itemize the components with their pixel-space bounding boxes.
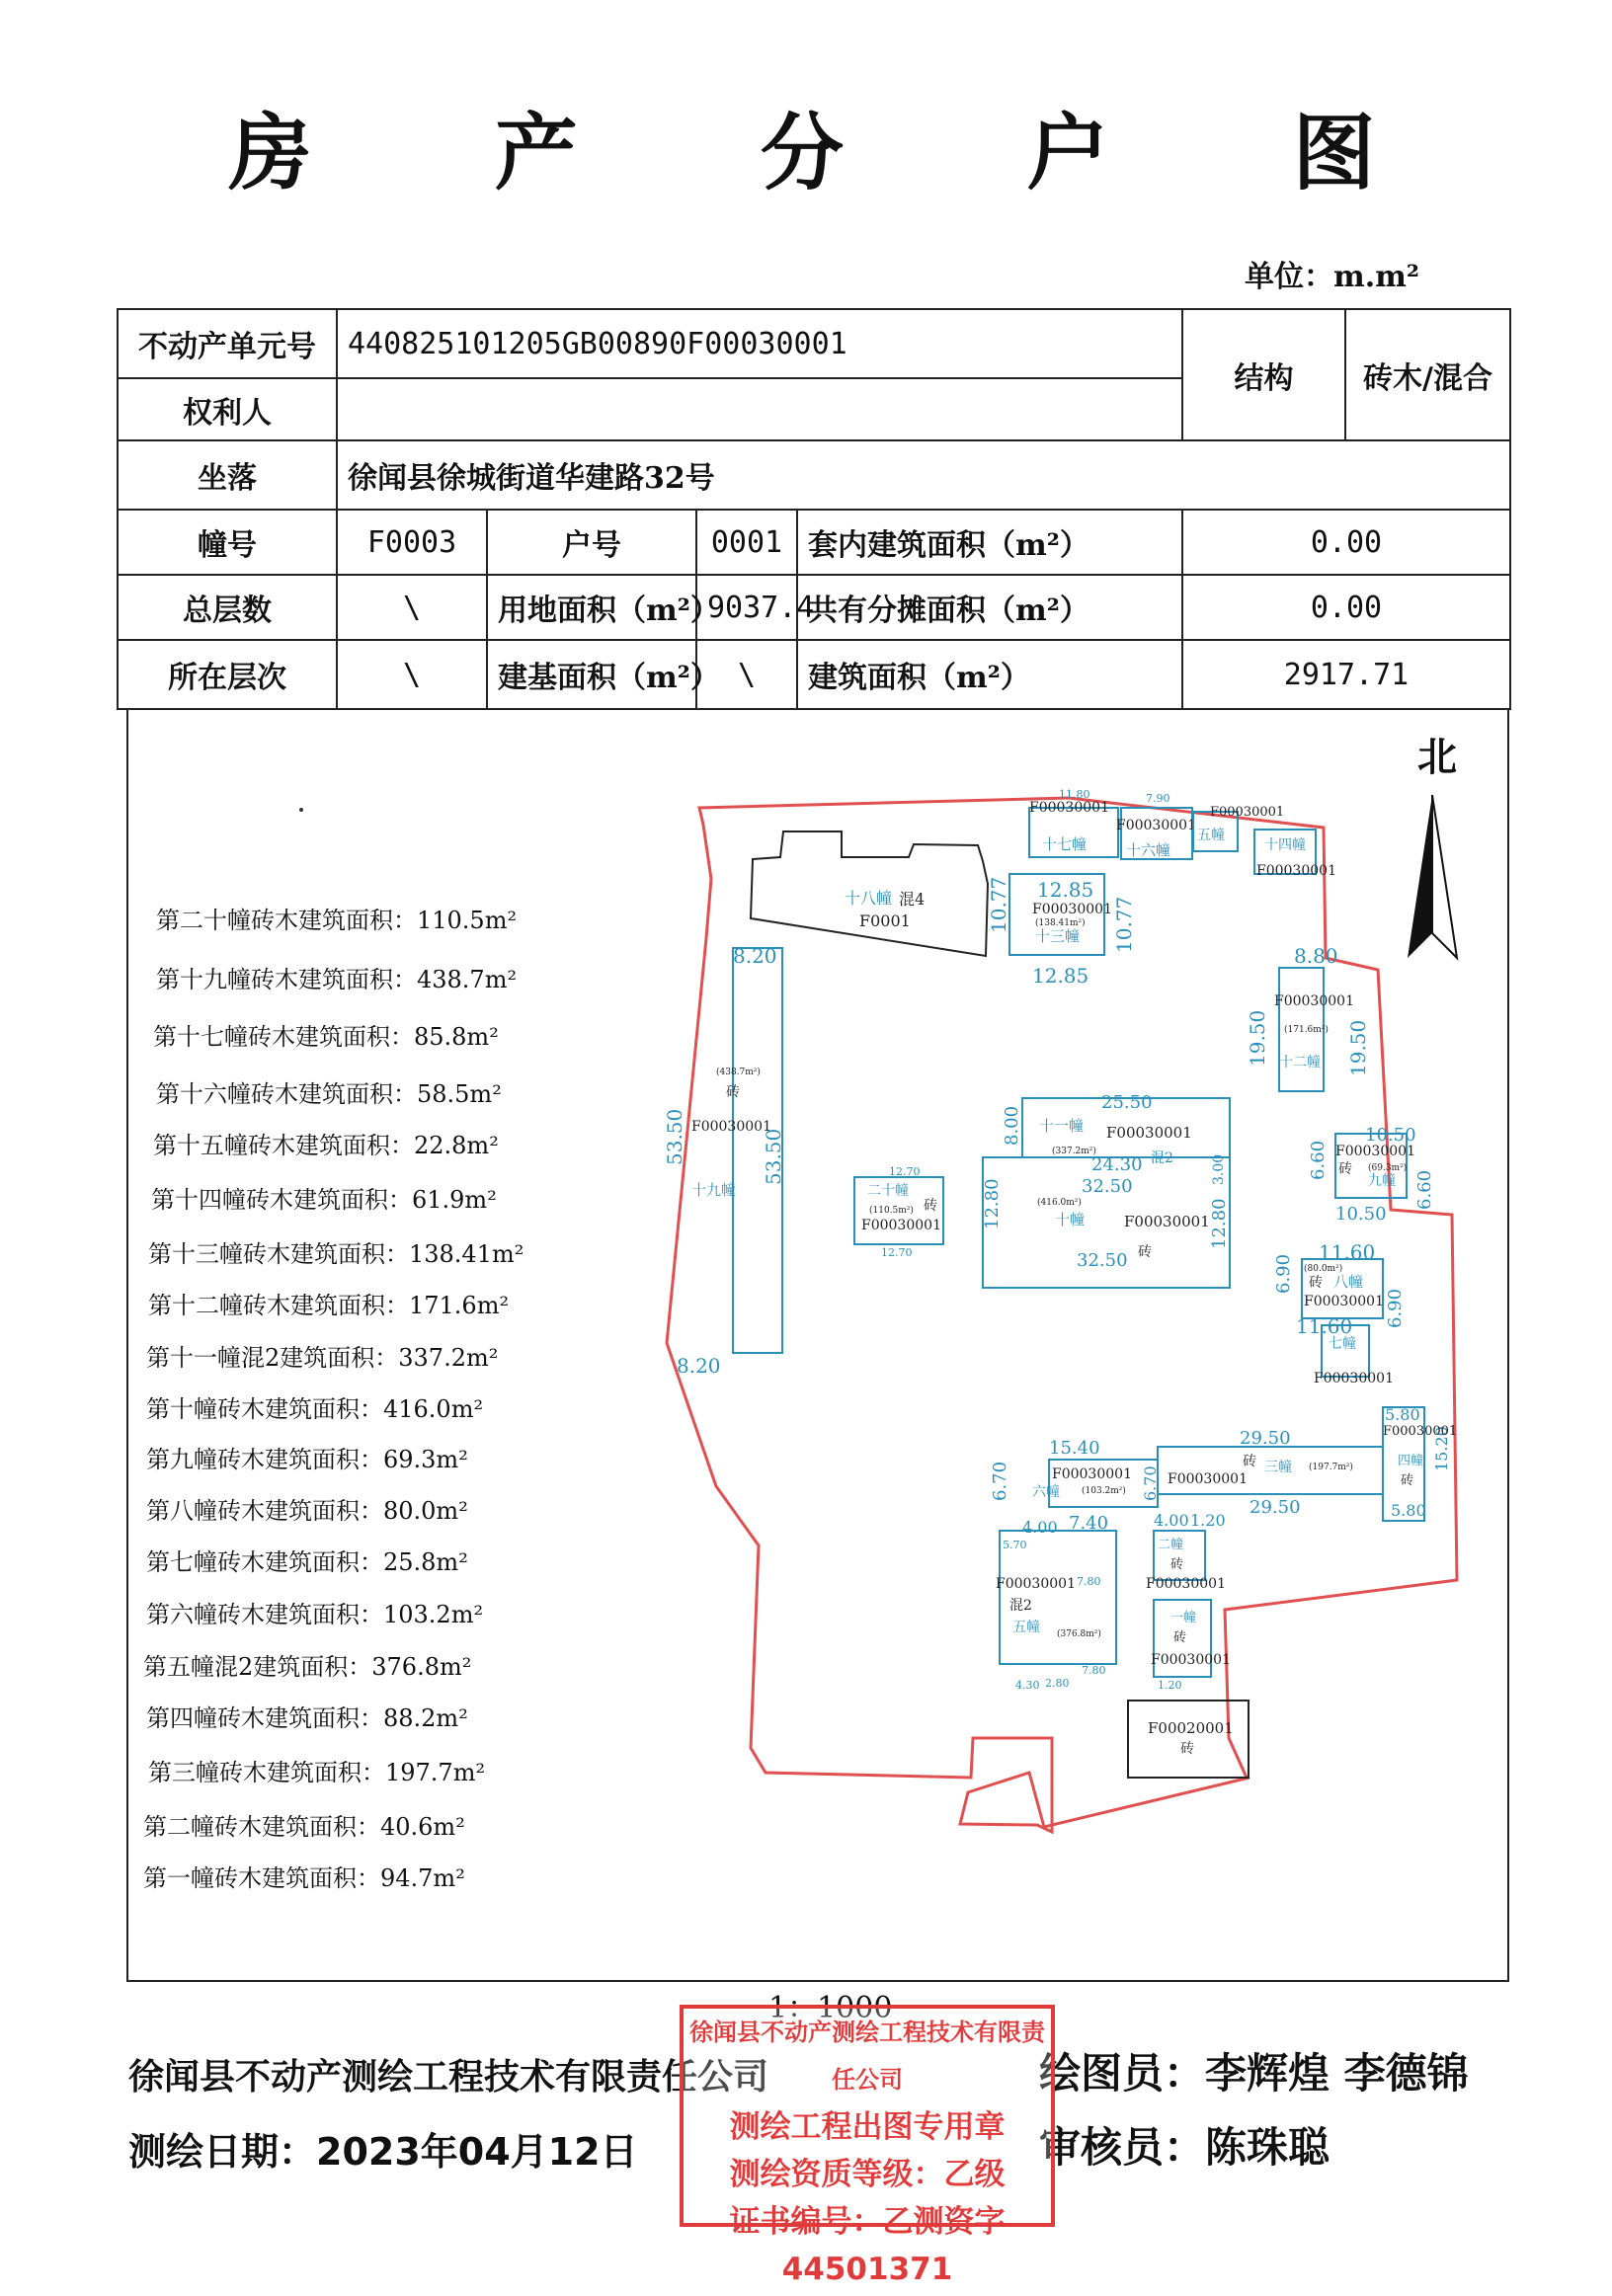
building-13-area: (138.41m²) — [1035, 918, 1086, 928]
building-area-line: 第十四幢砖木建筑面积：61.9m² — [151, 1186, 497, 1214]
building-12-label: 十二幢 — [1279, 1055, 1321, 1070]
building-area-line: 第十六幢砖木建筑面积：58.5m² — [156, 1080, 502, 1108]
building-6-label: 六幢 — [1032, 1484, 1060, 1500]
building-6-dim-bl: 4.00 — [1022, 1518, 1058, 1537]
building-2-dim-top2: 1.20 — [1190, 1511, 1226, 1530]
building-area-line: 第十九幢砖木建筑面积：438.7m² — [156, 966, 518, 993]
building-area-line: 第十三幢砖木建筑面积：138.41m² — [148, 1240, 524, 1268]
stamp-line-3: 测绘资质等级：乙级 — [729, 2157, 1006, 2192]
building-10-code: F00030001 — [1124, 1213, 1210, 1230]
page-title: 房 产 分 户 图 — [228, 104, 1453, 201]
reviewer-name: 审核员：陈珠聪 — [1039, 2123, 1330, 2172]
building-4-struct: 砖 — [1401, 1473, 1414, 1488]
building-area-label: 建筑面积（m²） — [797, 640, 1182, 709]
building-f0002-struct: 砖 — [1180, 1741, 1194, 1757]
building-11-dim-left: 8.00 — [1002, 1105, 1022, 1146]
survey-company: 徐闻县不动产测绘工程技术有限责任公司 — [128, 2057, 769, 2098]
floor-value: \ — [337, 640, 487, 709]
building-3-dim-left: 6.70 — [1141, 1465, 1160, 1501]
building-16-dim-top: 7.90 — [1146, 792, 1170, 805]
building-16-label: 十六幢 — [1126, 841, 1171, 859]
building-11-dim-top: 25.50 — [1101, 1092, 1153, 1113]
official-stamp — [680, 2005, 1055, 2287]
survey-date: 测绘日期：2023年04月12日 — [128, 2130, 638, 2174]
building-8-dim-left: 6.90 — [1273, 1253, 1294, 1294]
stamp-line-2: 测绘工程出图专用章 — [729, 2109, 1006, 2145]
building-13-label: 十三幢 — [1035, 927, 1081, 945]
land-area-label: 用地面积（m²） — [487, 575, 696, 640]
building-12-dim-right: 19.50 — [1346, 1019, 1370, 1076]
building-10-dim-left: 12.80 — [982, 1178, 1003, 1229]
building-11-struct: 混2 — [1151, 1150, 1173, 1166]
building-f0002-code: F00020001 — [1148, 1719, 1234, 1737]
building-18-label: 十八幢 — [845, 889, 893, 908]
building-area-line: 第十七幢砖木建筑面积：85.8m² — [153, 1023, 499, 1051]
building-18-code: F0001 — [859, 911, 911, 930]
unit-no-label: 不动产单元号 — [118, 309, 337, 378]
building-9-dim-left: 6.60 — [1308, 1140, 1329, 1180]
inner-area-label: 套内建筑面积（m²） — [797, 510, 1182, 575]
building-area-line: 第二幢砖木建筑面积：40.6m² — [143, 1813, 465, 1841]
building-19-label: 十九幢 — [691, 1181, 737, 1199]
building-5-code: F00030001 — [996, 1576, 1076, 1592]
floor-label: 所在层次 — [118, 640, 337, 709]
building-12-dim-top: 8.80 — [1294, 944, 1338, 968]
building-5-area: (376.8m²) — [1057, 1629, 1101, 1639]
building-area-value: 2917.71 — [1182, 640, 1510, 709]
building-13-dim-left: 10.77 — [987, 876, 1010, 933]
household-value: 0001 — [696, 510, 797, 575]
building-13-code: F00030001 — [1032, 902, 1112, 917]
building-area-line: 第一幢砖木建筑面积：94.7m² — [143, 1864, 465, 1892]
building-10-struct: 砖 — [1138, 1244, 1152, 1260]
north-label: 北 — [1417, 734, 1457, 780]
building-value: F0003 — [337, 510, 487, 575]
building-9-code: F00030001 — [1335, 1144, 1415, 1159]
building-19-struct: 砖 — [726, 1084, 740, 1100]
building-1-code: F00030001 — [1151, 1652, 1231, 1668]
building-8-struct: 砖 — [1309, 1275, 1323, 1291]
building-5-label: 五幢 — [1012, 1620, 1040, 1635]
building-2-struct: 砖 — [1170, 1557, 1184, 1572]
building-5-dim-b1: 4.30 — [1015, 1679, 1040, 1692]
building-9-area: (69.3m²) — [1368, 1163, 1408, 1173]
building-10-area: (416.0m²) — [1037, 1198, 1082, 1208]
building-10-dim-top: 32.50 — [1082, 1176, 1133, 1197]
building-9-label: 九幢 — [1368, 1173, 1396, 1189]
building-5-dim-b2: 2.80 — [1045, 1677, 1070, 1690]
building-11-dim-bottom: 24.30 — [1091, 1154, 1143, 1175]
base-area-value: \ — [696, 640, 797, 709]
building-20-label: 二十幢 — [867, 1183, 909, 1199]
shared-area-label: 共有分摊面积（m²） — [797, 575, 1182, 640]
building-15-label: 五幢 — [1197, 828, 1225, 843]
structure-label: 结构 — [1182, 309, 1345, 440]
north-arrow-icon — [1408, 795, 1432, 958]
structure-value: 砖木/混合 — [1345, 309, 1510, 440]
building-9-struct: 砖 — [1338, 1161, 1352, 1177]
building-20-struct: 砖 — [924, 1198, 937, 1214]
inner-area-value: 0.00 — [1182, 510, 1510, 575]
building-area-line: 第二十幢砖木建筑面积：110.5m² — [156, 907, 518, 934]
building-14-label: 十四幢 — [1264, 837, 1306, 853]
building-10-dim-bottom: 32.50 — [1077, 1250, 1128, 1271]
building-8-code: F00030001 — [1304, 1294, 1384, 1309]
household-label: 户号 — [487, 510, 696, 575]
property-info-table — [117, 308, 1511, 710]
location-value: 徐闻县徐城街道华建路32号 — [337, 440, 1510, 510]
total-floors-value: \ — [337, 575, 487, 640]
building-9-dim-right: 6.60 — [1414, 1169, 1435, 1210]
building-11-code: F00030001 — [1106, 1124, 1192, 1142]
building-19-dim-bottom: 8.20 — [677, 1354, 721, 1378]
building-3-dim-top: 29.50 — [1240, 1428, 1291, 1449]
building-8-dim-top: 11.60 — [1319, 1240, 1376, 1264]
building-area-line: 第十一幢混2建筑面积：337.2m² — [146, 1344, 499, 1372]
shared-area-value: 0.00 — [1182, 575, 1510, 640]
building-9-dim-top: 10.50 — [1365, 1125, 1416, 1146]
land-area-value: 9037.4 — [696, 575, 797, 640]
building-5-dim-bottom: 7.80 — [1082, 1664, 1106, 1677]
building-15-code: F00030001 — [1210, 805, 1285, 820]
building-area-line: 第九幢砖木建筑面积：69.3m² — [146, 1446, 468, 1473]
building-4-dim-bottom: 5.80 — [1391, 1501, 1426, 1520]
building-8-dim-right: 6.90 — [1385, 1288, 1406, 1328]
building-20-dim-top: 12.70 — [889, 1165, 921, 1178]
building-7-code: F00030001 — [1314, 1371, 1394, 1386]
building-18-struct: 混4 — [899, 890, 926, 909]
building-6-dim-left: 6.70 — [990, 1461, 1010, 1501]
building-2-code: F00030001 — [1146, 1576, 1226, 1592]
building-19-dim-left: 53.50 — [663, 1108, 686, 1165]
owner-label: 权利人 — [118, 378, 337, 440]
unit-label: 单位：m.m² — [1245, 260, 1420, 294]
building-11-dim-right: 3.00 — [1211, 1153, 1227, 1185]
building-3-area: (197.7m²) — [1309, 1463, 1353, 1472]
building-19-dim-top: 8.20 — [733, 944, 777, 968]
building-17-dim-top: 11.80 — [1059, 788, 1090, 801]
building-4-dim-top: 5.80 — [1385, 1405, 1420, 1424]
building-1-label: 一幢 — [1170, 1611, 1197, 1625]
building-area-line: 第十五幢砖木建筑面积：22.8m² — [153, 1132, 499, 1159]
building-19-area: (438.7m²) — [716, 1068, 761, 1077]
building-19-dim-right: 53.50 — [762, 1128, 785, 1185]
building-20-area: (110.5m²) — [869, 1206, 914, 1216]
building-1-dim-bottom: 1.20 — [1158, 1679, 1182, 1692]
building-area-line: 第六幢砖木建筑面积：103.2m² — [146, 1601, 484, 1628]
building-13-dim-bottom: 12.85 — [1032, 964, 1089, 988]
building-area-line: 第七幢砖木建筑面积：25.8m² — [146, 1548, 468, 1576]
building-2-label: 二幢 — [1158, 1538, 1184, 1552]
building-5-dim-top: 5.70 — [1003, 1539, 1027, 1551]
building-8-label: 八幢 — [1333, 1273, 1364, 1291]
building-11-area: (337.2m²) — [1052, 1147, 1096, 1156]
building-3-code: F00030001 — [1168, 1471, 1248, 1487]
building-13-dim-right: 10.77 — [1112, 896, 1136, 953]
building-6-dim-bottom: 7.40 — [1069, 1513, 1109, 1534]
building-area-line: 第十二幢砖木建筑面积：171.6m² — [148, 1292, 510, 1319]
building-area-line: 第八幢砖木建筑面积：80.0m² — [146, 1497, 468, 1525]
building-8-dim-bottom: 11.60 — [1296, 1314, 1353, 1338]
owner-value — [337, 378, 1182, 440]
building-8-area: (80.0m²) — [1304, 1264, 1343, 1274]
building-12-code: F00030001 — [1274, 993, 1354, 1009]
building-6-code: F00030001 — [1052, 1466, 1132, 1482]
building-17-label: 十七幢 — [1042, 835, 1088, 853]
building-1-struct: 砖 — [1173, 1630, 1187, 1645]
building-20-dim-bottom: 12.70 — [881, 1246, 913, 1259]
building-area-line: 第五幢混2建筑面积：376.8m² — [143, 1653, 472, 1681]
building-6-dim-top: 15.40 — [1049, 1438, 1100, 1459]
building-12-area: (171.6m²) — [1284, 1025, 1329, 1035]
building-6-area: (103.2m²) — [1082, 1486, 1126, 1496]
building-area-line: 第十幢砖木建筑面积：416.0m² — [146, 1395, 484, 1423]
base-area-label: 建基面积（m²） — [487, 640, 696, 709]
building-10-label: 十幢 — [1055, 1211, 1086, 1228]
stamp-line-4: 证书编号：乙测资字44501371 — [729, 2204, 1006, 2287]
building-9-dim-bottom: 10.50 — [1335, 1204, 1387, 1225]
building-area-line: 第四幢砖木建筑面积：88.2m² — [146, 1704, 468, 1732]
building-16-code: F00030001 — [1116, 818, 1196, 833]
building-3-dim-bottom: 29.50 — [1249, 1497, 1301, 1518]
building-5-dim-mid: 7.80 — [1077, 1575, 1101, 1588]
building-10-dim-right: 12.80 — [1209, 1198, 1230, 1249]
unit-no-value: 440825101205GB00890F00030001 — [337, 309, 1182, 378]
north-arrow-icon-half — [1432, 795, 1457, 958]
building-4-code: F00030001 — [1383, 1424, 1458, 1439]
building-11-label: 十一幢 — [1039, 1117, 1085, 1135]
building-2-dim-top: 4.00 — [1154, 1511, 1189, 1530]
building-20-code: F00030001 — [861, 1218, 941, 1233]
total-floors-label: 总层数 — [118, 575, 337, 640]
building-4-dim-right: 15.20 — [1432, 1426, 1451, 1471]
building-12-dim-left: 19.50 — [1246, 1009, 1269, 1067]
building-3-label: 三幢 — [1264, 1460, 1292, 1475]
building-7-label: 七幢 — [1329, 1336, 1356, 1352]
building-area-line: 第三幢砖木建筑面积：197.7m² — [148, 1759, 486, 1786]
stamp-line-1: 徐闻县不动产测绘工程技术有限责任公司 — [689, 2019, 1045, 2094]
building-3-struct: 砖 — [1243, 1454, 1256, 1469]
drawer-names: 绘图员：李辉煌 李德锦 — [1039, 2049, 1469, 2098]
building-14-code: F00030001 — [1256, 863, 1336, 879]
map-scale: 1：1000 — [768, 1991, 893, 2025]
map-dot — [299, 808, 303, 812]
building-17-code: F00030001 — [1029, 800, 1109, 816]
location-label: 坐落 — [118, 440, 337, 510]
building-4-label: 四幢 — [1398, 1454, 1424, 1468]
building-19-code: F00030001 — [691, 1119, 771, 1135]
building-5-struct: 混2 — [1009, 1598, 1032, 1614]
building-label: 幢号 — [118, 510, 337, 575]
building-13-dim-top: 12.85 — [1037, 878, 1094, 902]
